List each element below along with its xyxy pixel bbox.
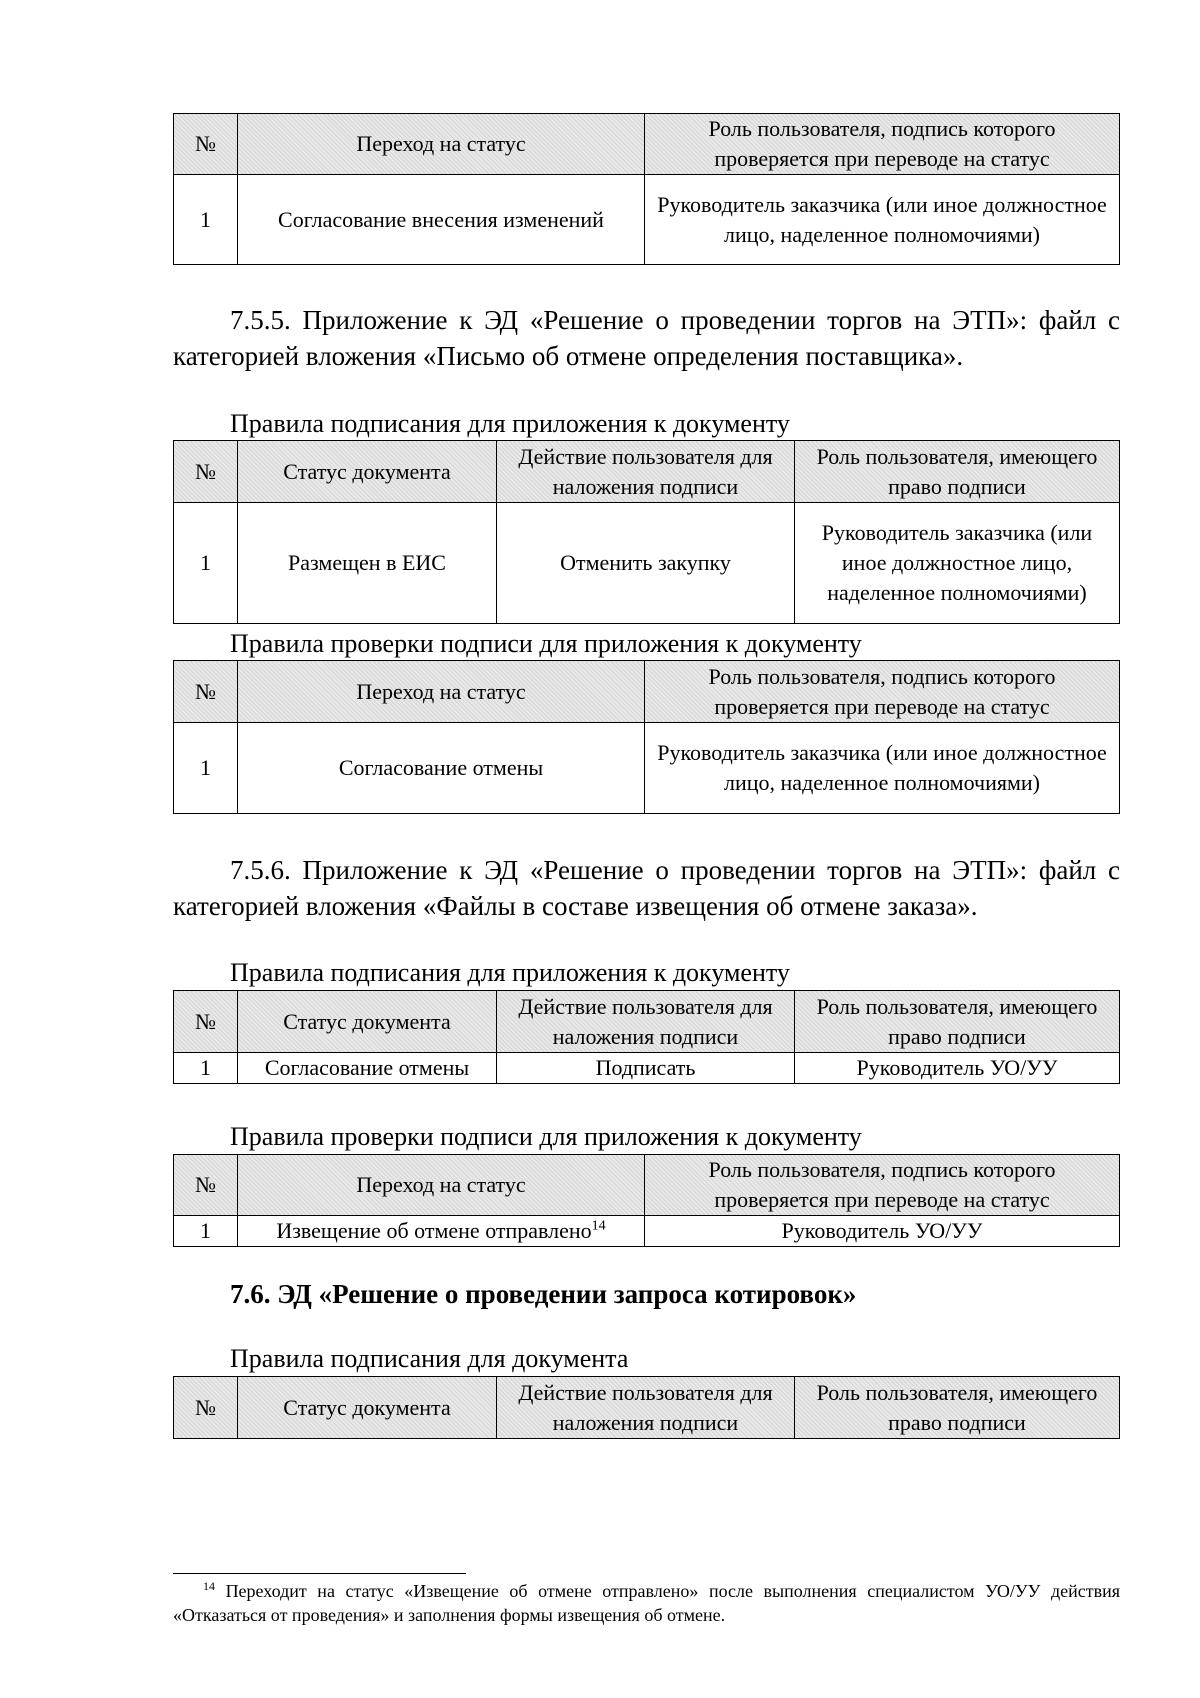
table-2-block	[173, 440, 1120, 624]
signature-check-table-1	[173, 113, 1120, 265]
table-3-caption: Правила проверки подписи для приложения к документу	[230, 629, 862, 658]
header-verified-role: Роль пользователя, подпись которого проверяется при переводе на статус	[645, 661, 1120, 723]
table-2-caption: Правила подписания для приложения к документу	[230, 409, 790, 438]
header-number: №	[174, 661, 238, 723]
header-user-action: Действие пользователя для наложения подписи	[497, 441, 795, 503]
header-number: №	[174, 1377, 238, 1439]
footnote-reference[interactable]: 14	[591, 1218, 606, 1234]
table-4-block	[173, 990, 1120, 1084]
cell-number: 1	[174, 723, 238, 814]
cell-verified-role: Руководитель заказчика (или иное должностное лицо, наделенное полномочиями)	[645, 723, 1120, 814]
header-document-status: Статус документа	[238, 991, 497, 1053]
cell-verified-role: Руководитель УО/УУ	[645, 1216, 1120, 1247]
cell-number: 1	[174, 503, 238, 624]
table-row	[174, 503, 1120, 624]
header-number: №	[174, 1155, 238, 1216]
header-document-status: Статус документа	[238, 1377, 497, 1439]
table-row	[174, 175, 1120, 265]
header-status-transition: Переход на статус	[238, 661, 645, 723]
cell-status-transition	[238, 1216, 645, 1247]
section-7-6-heading: 7.6. ЭД «Решение о проведении запроса котировок»	[230, 1279, 857, 1309]
cell-verified-role: Руководитель заказчика (или иное должностное лицо, наделенное полномочиями)	[645, 175, 1120, 265]
cell-user-action: Отменить закупку	[497, 503, 795, 624]
table-header-row	[174, 441, 1120, 503]
header-document-status: Статус документа	[238, 441, 497, 503]
header-number: №	[174, 991, 238, 1053]
section-7-5-5-paragraph: 7.5.5. Приложение к ЭД «Решение о проведении торгов на ЭТП»: файл с категорией вложения «Письмо об отмене определения поставщика».	[173, 305, 1120, 371]
cell-number: 1	[174, 1216, 238, 1247]
cell-signer-role: Руководитель УО/УУ	[795, 1053, 1120, 1084]
cell-signer-role: Руководитель заказчика (или иное должностное лицо, наделенное полномочиями)	[795, 503, 1120, 624]
table-header-row	[174, 991, 1120, 1053]
header-user-action: Действие пользователя для наложения подписи	[497, 991, 795, 1053]
header-signer-role: Роль пользователя, имеющего право подписи	[795, 991, 1120, 1053]
header-number: №	[174, 441, 238, 503]
cell-status-transition: Согласование внесения изменений	[238, 175, 645, 265]
header-signer-role: Роль пользователя, имеющего право подписи	[795, 441, 1120, 503]
signing-rules-table-2	[173, 440, 1120, 624]
cell-number: 1	[174, 175, 238, 265]
cell-status-transition-text: Извещение об отмене отправлено	[276, 1218, 592, 1243]
table-header-row	[174, 661, 1120, 723]
table-header-row	[174, 114, 1120, 175]
header-status-transition: Переход на статус	[238, 1155, 645, 1216]
footnote	[173, 1579, 1120, 1627]
footnote-text: Переходит на статус «Извещение об отмене отправлено» после выполнения специалистом УО/УУ действия «Отказаться от проведения» и заполнения формы извещения об отмене.	[173, 1581, 1121, 1625]
table-header-row	[174, 1155, 1120, 1216]
cell-user-action: Подписать	[497, 1053, 795, 1084]
table-4-caption: Правила подписания для приложения к документу	[230, 958, 790, 987]
footnote-number: 14	[203, 1579, 215, 1593]
table-6-block	[173, 1376, 1120, 1439]
table-5-caption: Правила проверки подписи для приложения к документу	[230, 1122, 862, 1151]
section-7-5-6-paragraph: 7.5.6. Приложение к ЭД «Решение о проведении торгов на ЭТП»: файл с категорией вложения «Файлы в составе извещения об отмене заказа».	[173, 855, 1120, 921]
header-status-transition: Переход на статус	[238, 114, 645, 175]
table-1-block	[173, 113, 1120, 265]
signature-check-table-5	[173, 1154, 1120, 1247]
table-row	[174, 723, 1120, 814]
table-row	[174, 1216, 1120, 1247]
cell-document-status: Размещен в ЕИС	[238, 503, 497, 624]
table-header-row	[174, 1377, 1120, 1439]
cell-status-transition: Согласование отмены	[238, 723, 645, 814]
header-user-action: Действие пользователя для наложения подписи	[497, 1377, 795, 1439]
header-verified-role: Роль пользователя, подпись которого проверяется при переводе на статус	[645, 1155, 1120, 1216]
table-5-block	[173, 1154, 1120, 1247]
signing-rules-table-4	[173, 990, 1120, 1084]
header-number: №	[174, 114, 238, 175]
signature-check-table-3	[173, 660, 1120, 814]
table-row	[174, 1053, 1120, 1084]
table-6-caption: Правила подписания для документа	[230, 1344, 629, 1373]
cell-number: 1	[174, 1053, 238, 1084]
cell-document-status: Согласование отмены	[238, 1053, 497, 1084]
header-signer-role: Роль пользователя, имеющего право подписи	[795, 1377, 1120, 1439]
table-3-block	[173, 660, 1120, 814]
signing-rules-table-6	[173, 1376, 1120, 1439]
footnote-separator	[173, 1573, 466, 1574]
header-verified-role: Роль пользователя, подпись которого проверяется при переводе на статус	[645, 114, 1120, 175]
